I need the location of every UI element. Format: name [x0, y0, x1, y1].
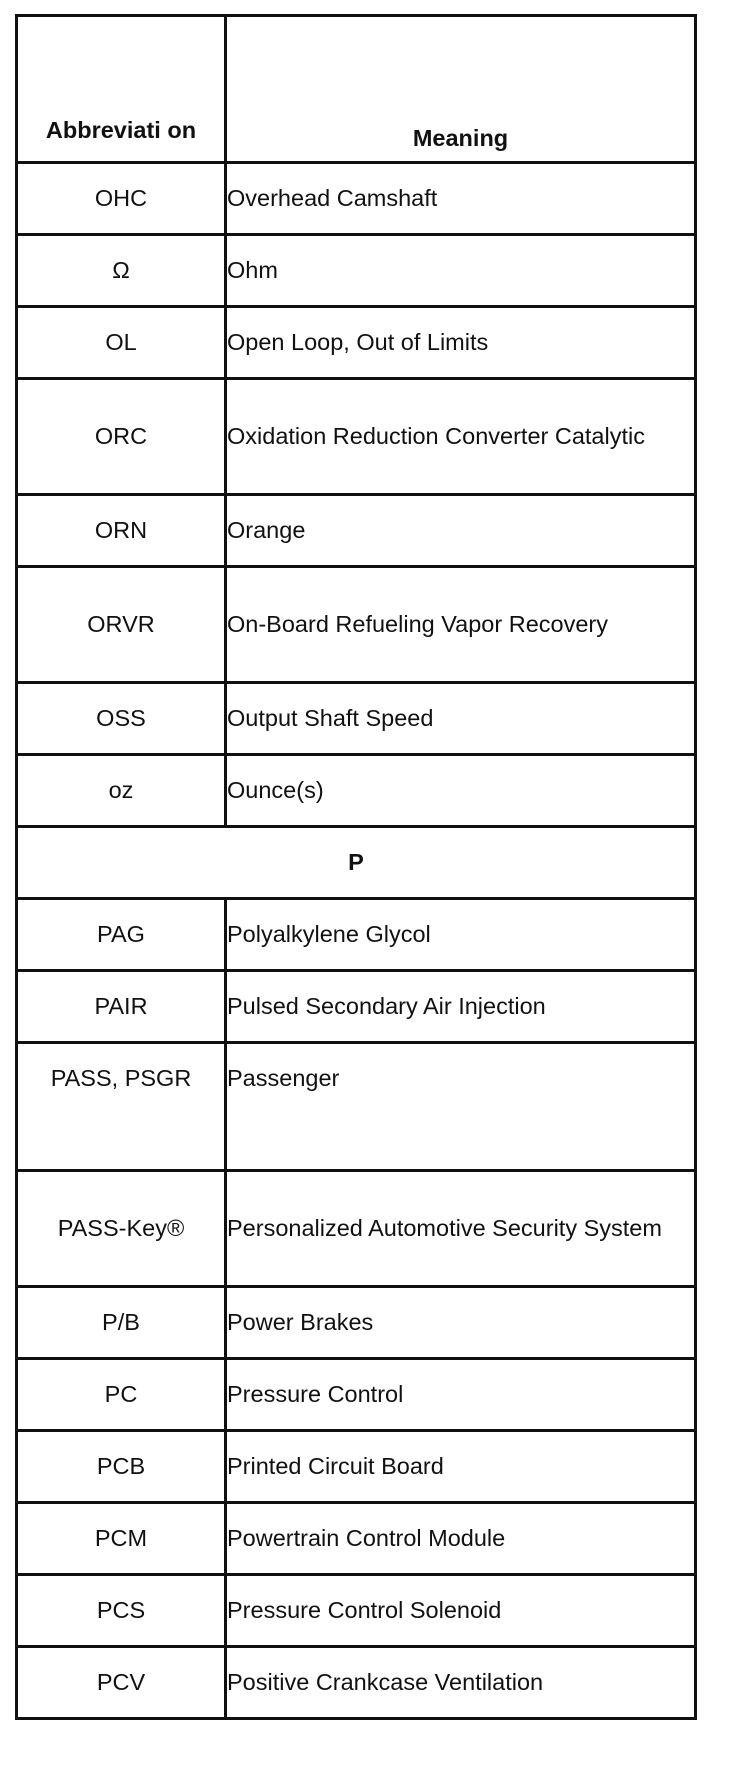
abbreviation-cell: PASS, PSGR: [17, 1043, 226, 1171]
abbreviation-cell: ORC: [17, 379, 226, 495]
table-row: [17, 1647, 696, 1719]
meaning-cell: Output Shaft Speed: [226, 683, 696, 755]
section-letter: P: [17, 827, 696, 899]
table-row: [17, 235, 696, 307]
abbreviation-cell: PAG: [17, 899, 226, 971]
meaning-cell: Open Loop, Out of Limits: [226, 307, 696, 379]
header-abbreviation: Abbreviati on: [17, 16, 226, 163]
meaning-cell: Ohm: [226, 235, 696, 307]
table-row: [17, 1503, 696, 1575]
table-row: [17, 1575, 696, 1647]
abbreviation-cell: oz: [17, 755, 226, 827]
abbreviation-cell: OL: [17, 307, 226, 379]
meaning-cell: Polyalkylene Glycol: [226, 899, 696, 971]
meaning-cell: Oxidation Reduction Converter Catalytic: [226, 379, 696, 495]
meaning-cell: Positive Crankcase Ventilation: [226, 1647, 696, 1719]
meaning-cell: Pulsed Secondary Air Injection: [226, 971, 696, 1043]
meaning-cell: On-Board Refueling Vapor Recovery: [226, 567, 696, 683]
table-row: [17, 683, 696, 755]
abbreviation-cell: PC: [17, 1359, 226, 1431]
meaning-cell: Powertrain Control Module: [226, 1503, 696, 1575]
meaning-cell: Printed Circuit Board: [226, 1431, 696, 1503]
header-row: [17, 16, 696, 163]
abbreviation-cell: ORVR: [17, 567, 226, 683]
meaning-cell: Personalized Automotive Security System: [226, 1171, 696, 1287]
abbreviation-cell: Ω: [17, 235, 226, 307]
table-row: [17, 1287, 696, 1359]
table-row: [17, 307, 696, 379]
meaning-cell: Ounce(s): [226, 755, 696, 827]
meaning-cell: Orange: [226, 495, 696, 567]
section-row: [17, 827, 696, 899]
header-meaning: Meaning: [226, 16, 696, 163]
meaning-cell: Pressure Control Solenoid: [226, 1575, 696, 1647]
meaning-cell: Passenger: [226, 1043, 696, 1171]
abbreviation-cell: OSS: [17, 683, 226, 755]
table-row: [17, 899, 696, 971]
abbreviation-cell: PCM: [17, 1503, 226, 1575]
abbreviation-cell: PCV: [17, 1647, 226, 1719]
table-row: [17, 755, 696, 827]
table-row: [17, 1431, 696, 1503]
table-row: [17, 163, 696, 235]
abbreviations-table: [15, 14, 697, 1720]
table-row: [17, 1359, 696, 1431]
table-row: [17, 1171, 696, 1287]
abbreviation-cell: PCB: [17, 1431, 226, 1503]
table-row: [17, 1043, 696, 1171]
table-row: [17, 495, 696, 567]
table-row: [17, 379, 696, 495]
meaning-cell: Pressure Control: [226, 1359, 696, 1431]
table-row: [17, 567, 696, 683]
meaning-cell: Overhead Camshaft: [226, 163, 696, 235]
abbreviation-cell: PCS: [17, 1575, 226, 1647]
abbreviation-cell: OHC: [17, 163, 226, 235]
abbreviation-cell: ORN: [17, 495, 226, 567]
table-row: [17, 971, 696, 1043]
meaning-cell: Power Brakes: [226, 1287, 696, 1359]
abbreviation-cell: PASS-Key®: [17, 1171, 226, 1287]
abbreviation-cell: PAIR: [17, 971, 226, 1043]
abbreviation-cell: P/B: [17, 1287, 226, 1359]
